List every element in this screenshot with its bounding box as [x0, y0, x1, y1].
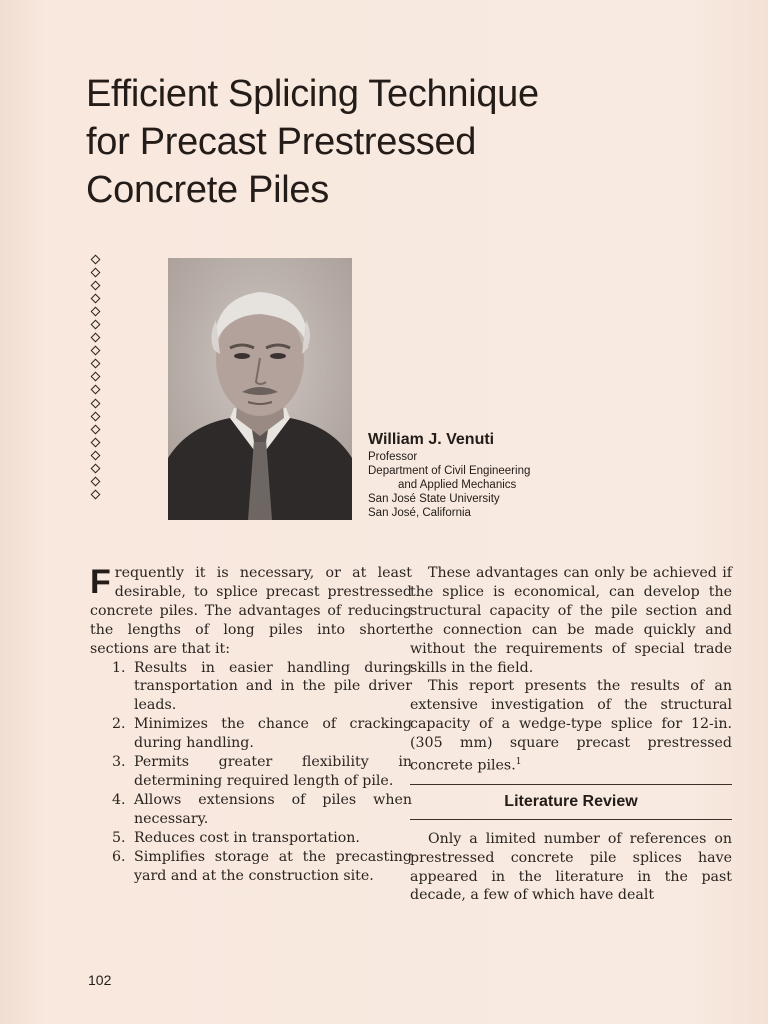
title-line: Efficient Splicing Technique [86, 73, 539, 115]
body-column-left [90, 564, 412, 885]
diamond-icon [91, 385, 101, 395]
list-number: 3. [112, 754, 126, 771]
intro-text: requently it is necessary, or at least desirable, to splice precast prestressed concrete piles. The advantages of reducing the lengths of long piles into shorter sections are that it: [90, 565, 412, 657]
list-number: 4. [112, 791, 126, 808]
author-name: William J. Venuti [368, 431, 495, 448]
diamond-icon [91, 281, 101, 291]
title-line: for Precast Prestressed [86, 121, 477, 163]
paragraph: Only a limited number of references on prestressed concrete pile splices have appeared in the literature in the past decade, a few of which have dealt [410, 830, 732, 904]
diamond-icon [91, 398, 101, 408]
diamond-icon [91, 333, 101, 343]
diamond-icon [91, 411, 101, 421]
author-affiliation-line: San José, California [368, 507, 471, 519]
author-photo [168, 258, 352, 520]
paragraph-text: This report presents the results of an extensive investigation of the structural capacity of a wedge-type splice for 12-in. (305 mm) square precast prestressed concrete piles. [410, 678, 732, 774]
list-number: 5. [112, 829, 126, 846]
list-text: Minimizes the chance of cracking during handling. [134, 716, 412, 752]
diamond-icon [91, 437, 101, 447]
list-text: Permits greater flexibility in determining required length of pile. [134, 754, 412, 789]
diamond-icon [91, 372, 101, 382]
page-number: 102 [88, 972, 112, 988]
list-number: 6. [112, 848, 126, 865]
list-number: 1. [112, 659, 126, 676]
diamond-icon [91, 320, 101, 330]
diamond-icon [91, 359, 101, 369]
drop-cap: F [90, 563, 111, 601]
advantages-list [90, 659, 412, 886]
diamond-icon [91, 346, 101, 356]
author-affiliation-line: San José State University [368, 493, 500, 505]
article-title [86, 70, 726, 214]
diamond-icon [91, 450, 101, 460]
diamond-icon [91, 463, 101, 473]
diamond-icon [91, 489, 101, 499]
list-item [90, 791, 412, 829]
footnote-ref: 1 [515, 757, 522, 768]
list-item [90, 848, 412, 886]
diamond-icon [91, 268, 101, 278]
author-affiliation-line: Department of Civil Engineering [368, 465, 531, 477]
list-number: 2. [112, 716, 126, 733]
diamond-icon [91, 307, 101, 317]
section-rule-bottom [410, 819, 732, 820]
author-affiliation-line: and Applied Mechanics [398, 479, 517, 491]
diamond-icon [91, 294, 101, 304]
title-line: Concrete Piles [86, 169, 329, 211]
list-text: Results in easier handling during transportation and in the pile driver leads. [134, 659, 412, 714]
author-block [368, 430, 530, 520]
list-text: Allows extensions of piles when necessary. [134, 791, 412, 827]
diamond-icon [91, 255, 101, 265]
section-heading: Literature Review [504, 792, 638, 810]
intro-paragraph [90, 564, 412, 659]
list-item [90, 753, 412, 791]
diamond-icon [91, 476, 101, 486]
author-affiliation-line: Professor [368, 451, 418, 463]
list-item [90, 715, 412, 753]
paragraph: These advantages can only be achieved if the splice is economical, can develop the structural capacity of the pile section and the connection can be made quickly and without the requirements of special trade skills in the field. [410, 565, 732, 676]
author-portrait-icon [168, 258, 352, 520]
list-item [90, 659, 412, 716]
diamond-icon [91, 424, 101, 434]
body-column-right [410, 564, 732, 905]
diamond-ornament-column [90, 256, 104, 504]
list-item [90, 829, 412, 848]
paragraph [410, 677, 732, 775]
list-text: Simplifies storage at the precasting yard and at the construction site. [134, 848, 412, 884]
list-text: Reduces cost in transportation. [134, 829, 360, 846]
